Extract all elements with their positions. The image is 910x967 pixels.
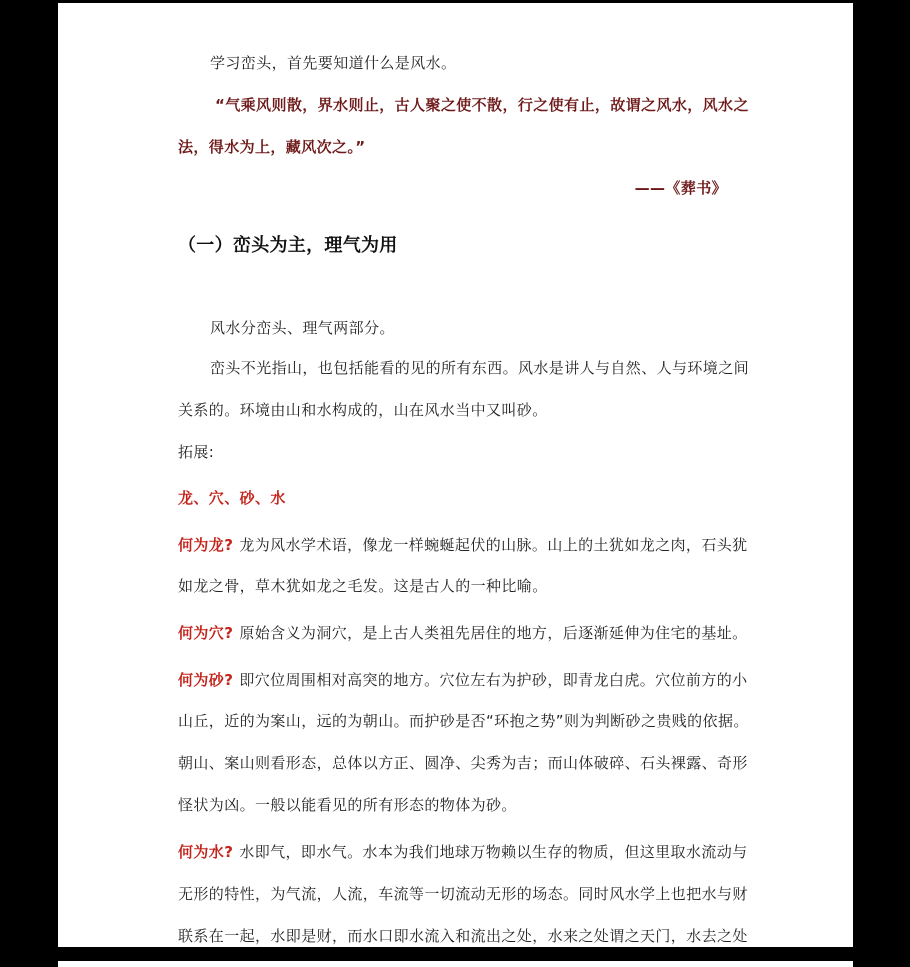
section-heading: （一）峦头为主，理气为用 (178, 235, 398, 256)
definition-text: 如龙之骨，草木犹如龙之毛发。这是古人的一种比喻。 (178, 577, 548, 595)
definition-text: 原始含义为洞穴，是上古人类祖先居住的地方，后逐渐延伸为住宅的基址。 (239, 624, 748, 642)
definition-text: 联系在一起，水即是财，而水口即水流入和流出之处，水来之处谓之天门，水去之处 (178, 927, 748, 945)
definition-text: 水即气，即水气。水本为我们地球万物赖以生存的物质，但这里取水流动与 (239, 843, 748, 861)
topic-title: 龙、穴、砂、水 (178, 489, 286, 507)
definition-text: 即穴位周围相对高突的地方。穴位左右为护砂，即青龙白虎。穴位前方的小 (239, 671, 748, 689)
quote-line: 法，得水为上，藏风次之。” (178, 138, 366, 156)
paragraph-line: 峦头不光指山，也包括能看的见的所有东西。风水是讲人与自然、人与环境之间 (210, 359, 750, 377)
expand-label: 拓展: (178, 443, 215, 461)
definition-text: 怪状为凶。一般以能看见的所有形态的物体为砂。 (178, 796, 517, 814)
intro-line: 学习峦头，首先要知道什么是风水。 (210, 54, 457, 72)
definition-cave (178, 623, 748, 643)
definition-label: 何为砂? (178, 671, 234, 689)
paragraph-line: 风水分峦头、理气两部分。 (210, 319, 395, 337)
definition-label: 何为水? (178, 843, 234, 861)
definition-water (178, 842, 748, 862)
next-page-edge (58, 961, 853, 967)
definition-text: 无形的特性，为气流，人流，车流等一切流动无形的场态。同时风水学上也把水与财 (178, 885, 748, 903)
definition-dragon (178, 535, 748, 555)
quote-line: “气乘风则散，界水则止，古人聚之使不散，行之使有止，故谓之风水，风水之 (215, 96, 749, 114)
quote-source: ——《葬书》 (634, 179, 727, 197)
definition-text: 朝山、案山则看形态，总体以方正、圆净、尖秀为吉；而山体破碎、石头裸露、奇形 (178, 754, 748, 772)
definition-text: 山丘，近的为案山，远的为朝山。而护砂是否“环抱之势”则为判断砂之贵贱的依据。 (178, 712, 749, 730)
paragraph-line: 关系的。环境由山和水构成的，山在风水当中又叫砂。 (178, 401, 548, 419)
definition-text: 龙为风水学术语，像龙一样蜿蜒起伏的山脉。山上的土犹如龙之肉，石头犹 (239, 536, 748, 554)
definition-label: 何为穴? (178, 624, 234, 642)
definition-sand (178, 670, 748, 690)
definition-label: 何为龙? (178, 536, 234, 554)
